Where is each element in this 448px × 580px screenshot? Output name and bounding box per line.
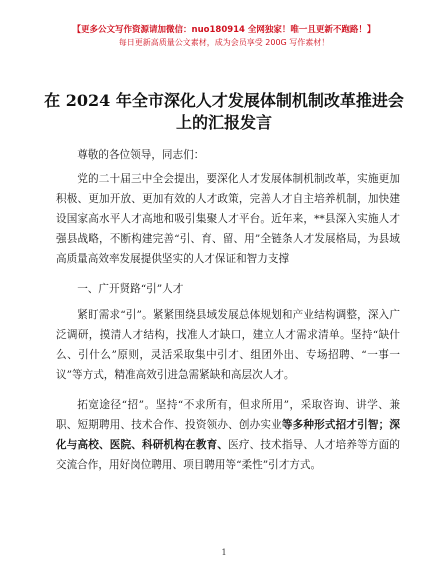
page-number: 1 — [221, 548, 227, 557]
promo-banner-line1: 【更多公文写作资源请加微信：nuo180914 全网独家！唯一且更新不跑路！】 — [72, 25, 376, 35]
section-heading: 一、广开贤路“引”人才 — [77, 283, 184, 295]
document-body — [56, 145, 400, 485]
paragraph-channels-bold: 等多种形式招才引智；深化与高校、医院、科研机构在教育、 — [56, 419, 401, 451]
promo-banner-line2: 每日更新高质量公文素材，成为会员享受 200G 写作素材！ — [118, 38, 330, 47]
promo-banner — [0, 24, 448, 49]
paragraph-channels-tail: 医疗、技术指导、人才培养等方面的交流合作，用好岗位聘用、项目聘用等“柔性”引才方式。 — [56, 439, 401, 471]
document-title: 在 2024 年全市深化人才发展体制机制改革推进会上的汇报发言 — [44, 91, 404, 132]
intro-paragraph: 党的二十届三中全会提出，要深化人才发展体制机制改革，实施更加积极、更加开放、更加有效的人才政策，完善人才自主培养机制，加快建设国家高水平人才高地和吸引集聚人才平台。近年来，**县深入实施人才强县战略，不断构建完善“引、育、留、用”全链条人才发展格局，为县域高质量高效率发展提供坚实的人才保证和智力支撑 — [56, 173, 400, 265]
paragraph-channels — [56, 395, 400, 475]
paragraph-channels-text: 拓宽途径“招”。坚持“不求所有，但求所用”，采取咨询、讲学、兼职、短期聘用、技术合作、投资领办、创办实业 — [56, 399, 400, 431]
paragraph-demand: 紧盯需求“引”。紧紧围绕县域发展总体规划和产业结构调整，深入广泛调研，摸清人才结构，找准人才缺口，建立人才需求清单。坚持“缺什么、引什么”原则，灵活采取集中引才、组团外出、专场招聘、“一事一议”等方式，精准高效引进急需紧缺和高层次人才。 — [56, 309, 400, 381]
greeting: 尊敬的各位领导，同志们： — [77, 149, 205, 161]
